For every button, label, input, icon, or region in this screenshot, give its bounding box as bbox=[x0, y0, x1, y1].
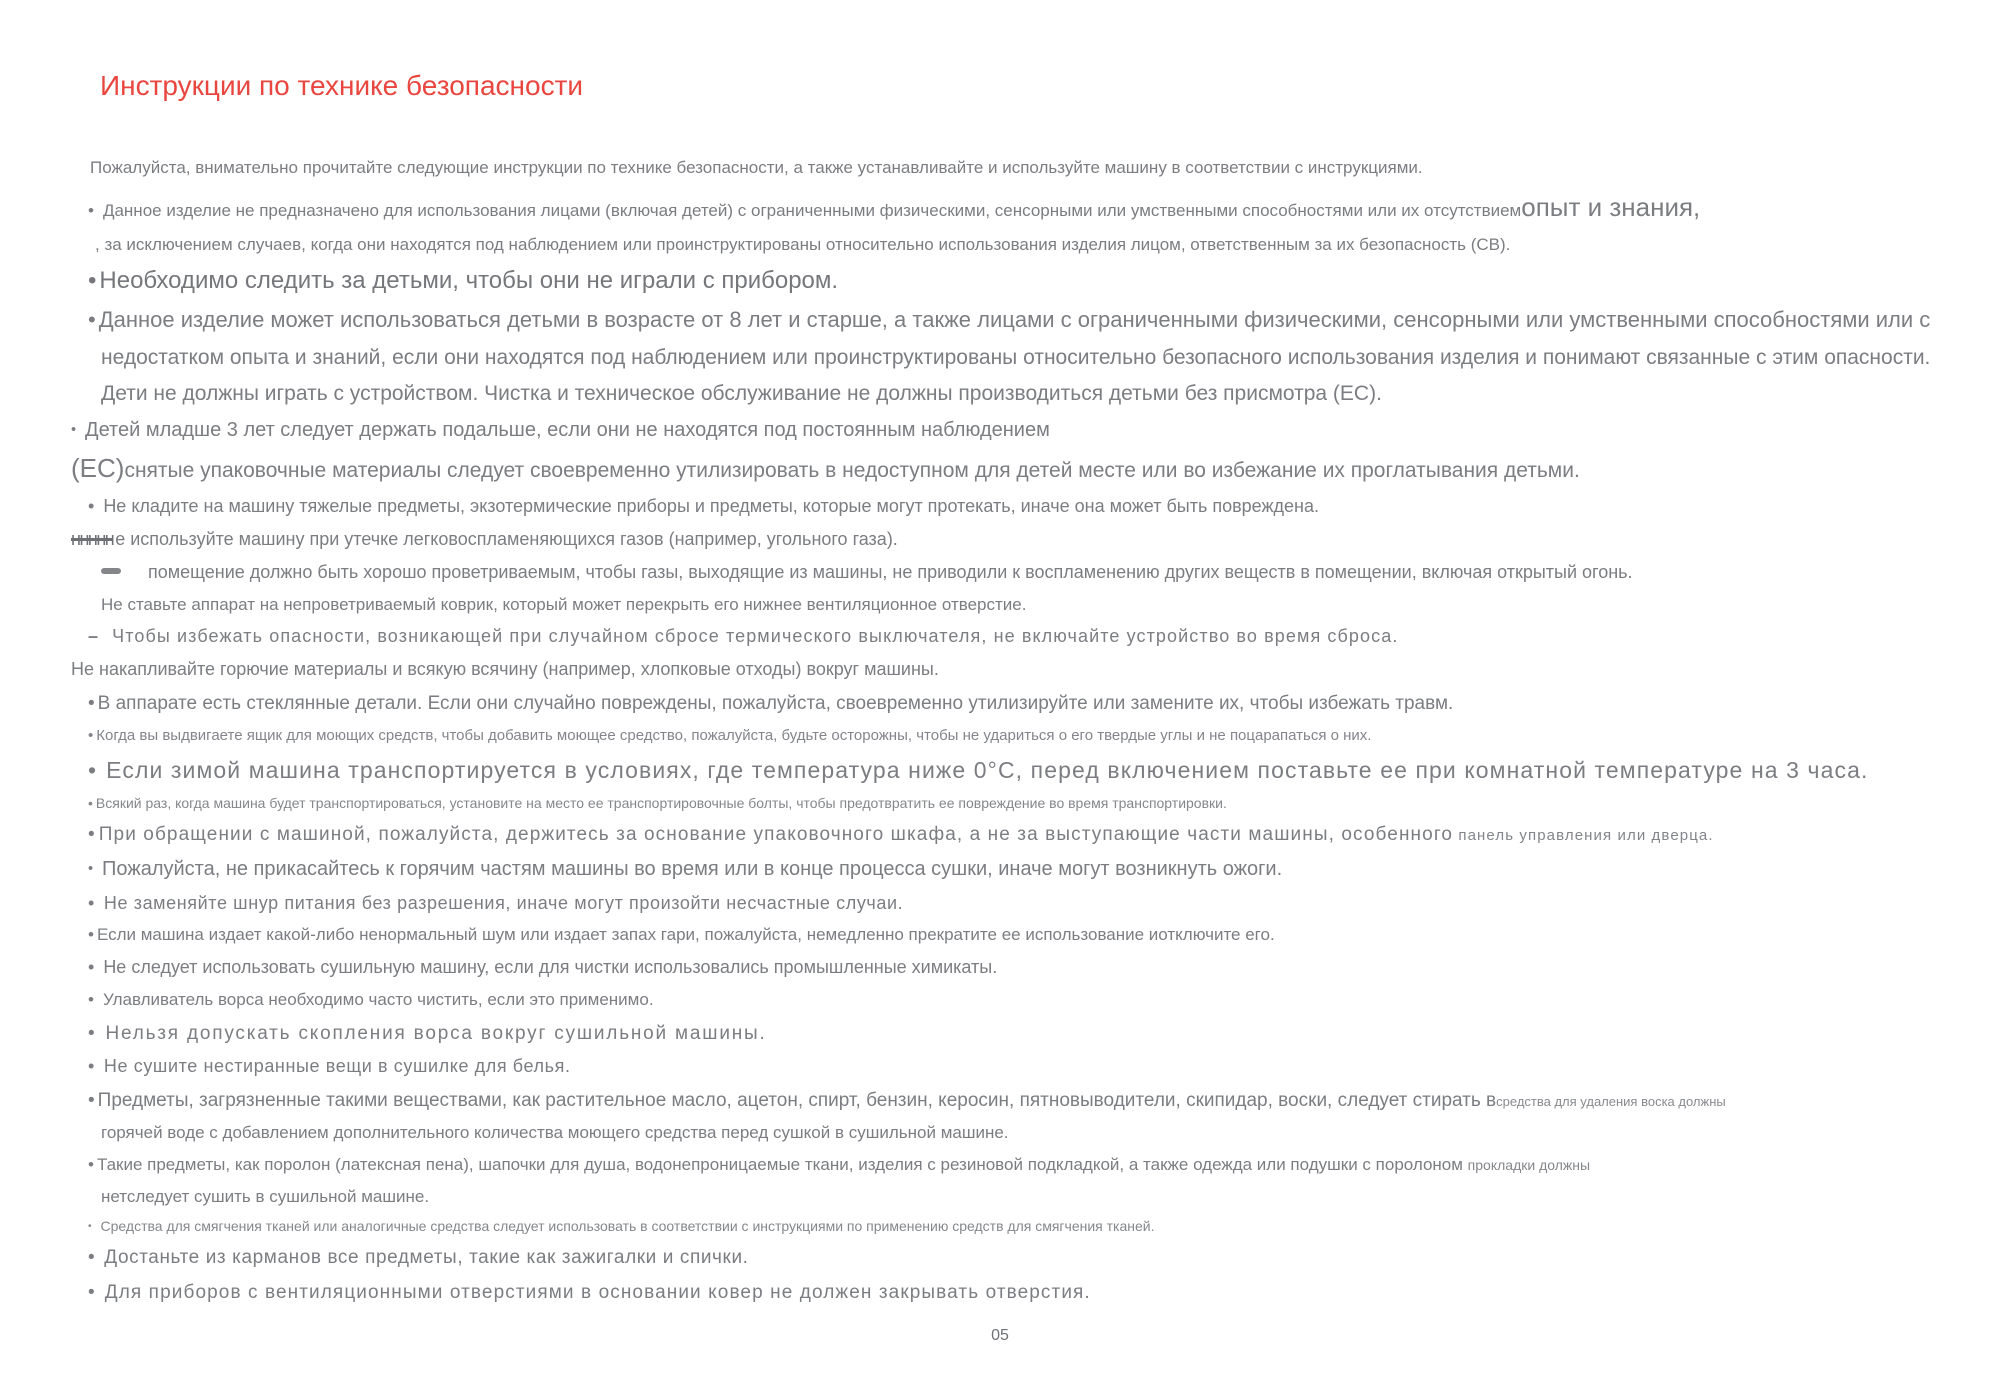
list-item bbox=[88, 823, 1950, 846]
dot-bullet-icon: • bbox=[88, 693, 95, 715]
list-item-text: , за исключением случаев, когда они находятся под наблюдением или проинструктированы относительно использования изделия лицом, ответственным за их безопасность (СВ). bbox=[95, 234, 1511, 254]
list-item bbox=[71, 659, 1950, 681]
list-item-text: Если зимой машина транспортируется в условиях, где температура ниже 0°С, перед включением поставьте ее при комнатной температуре на 3 часа. bbox=[106, 756, 1869, 783]
list-item-text: Необходимо следить за детьми, чтобы они не играли с прибором. bbox=[99, 267, 839, 295]
list-item-text: Детей младше 3 лет следует держать подальше, если они не находятся под постоянным наблюдением bbox=[85, 418, 1050, 441]
dot-bullet-icon: • bbox=[88, 861, 94, 878]
list-item bbox=[71, 418, 1950, 442]
dot-bullet-icon: • bbox=[88, 1247, 96, 1269]
dot-bullet-icon: • bbox=[88, 1154, 94, 1174]
dot-bullet-icon: • bbox=[88, 267, 97, 295]
list-item bbox=[88, 496, 1950, 518]
list-item-text: горячей воде с добавлением дополнительного количества моющего средства перед сушкой в сушильной машине. bbox=[101, 1123, 1009, 1143]
list-item bbox=[88, 1218, 1950, 1235]
list-item bbox=[88, 727, 1950, 745]
list-item bbox=[101, 1123, 1950, 1144]
list-item bbox=[88, 756, 1950, 784]
list-item bbox=[88, 692, 1950, 715]
list-item-text: Нельзя допускать скопления ворса вокруг сушильной машины. bbox=[105, 1022, 767, 1044]
dash-bullet-icon bbox=[101, 568, 121, 574]
dot-bullet-icon: • bbox=[88, 925, 94, 945]
list-item bbox=[101, 345, 1950, 371]
list-item bbox=[88, 1089, 1950, 1112]
list-item bbox=[71, 529, 1950, 551]
list-item-text: е используйте машину при утечке легковоспламеняющихся газов (например, угольного газа). bbox=[115, 528, 898, 549]
list-item bbox=[88, 857, 1950, 881]
dot-bullet-icon: • bbox=[88, 726, 94, 744]
list-item bbox=[88, 795, 1950, 812]
page-title: Инструкции по технике безопасности bbox=[100, 70, 584, 101]
list-item bbox=[101, 381, 1950, 407]
list-item-text: Дети не должны играть с устройством. Чистка и техническое обслуживание не должны производиться детьми без присмотра (ЕС). bbox=[101, 382, 1382, 406]
list-item bbox=[101, 562, 1950, 584]
list-item-text: Всякий раз, когда машина будет транспортироваться, установите на место ее транспортировочные болты, чтобы предотвратить ее повреждение во время транспортировки. bbox=[95, 794, 1227, 811]
dot-bullet-icon: • bbox=[88, 306, 96, 332]
list-item bbox=[88, 1056, 1950, 1078]
dot-bullet-icon: • bbox=[71, 421, 77, 438]
list-item-text: При обращении с машиной, пожалуйста, держитесь за основание упаковочного шкафа, а не за выступающие части машины, особенного bbox=[98, 823, 1454, 845]
list-item bbox=[71, 453, 1950, 485]
list-item-text: снятые упаковочные материалы следует своевременно утилизировать в недоступном для детей месте или во избежание их проглатывания детьми. bbox=[124, 459, 1580, 483]
list-item-text: Если машина издает какой-либо ненормальный шум или издает запах гари, пожалуйста, немедленно прекратите ее использование иотключите его. bbox=[96, 925, 1275, 945]
dot-bullet-icon: • bbox=[88, 794, 93, 811]
list-item-text: Средства для смягчения тканей или аналогичные средства следует использовать в соответствии с инструкциями по применению средств для смягчения тканей. bbox=[100, 1218, 1155, 1235]
dot-bullet-icon: • bbox=[88, 892, 95, 913]
list-item-text: Предметы, загрязненные такими веществами, как растительное масло, ацетон, спирт, бензин, керосин, пятновыводители, скипидар, воски, следует стирать в bbox=[97, 1090, 1497, 1112]
list-item-text: Не заменяйте шнур питания без разрешения, иначе могут произойти несчастные случаи. bbox=[103, 892, 904, 913]
list-item-text: помещение должно быть хорошо проветриваемым, чтобы газы, выходящие из машины, не приводили к воспламенению других веществ в помещении, включая открытый огонь. bbox=[148, 561, 1633, 582]
list-item bbox=[88, 626, 1950, 648]
list-item bbox=[88, 957, 1950, 979]
list-item-text: Не ставьте аппарат на непроветриваемый коврик, который может перекрыть его нижнее вентиляционное отверстие. bbox=[101, 594, 1027, 614]
list-item-text: панель управления или дверца. bbox=[1453, 826, 1714, 844]
list-item-text: средства для удаления воска должны bbox=[1496, 1094, 1726, 1110]
list-item-text: нетследует сушить в сушильной машине. bbox=[101, 1186, 430, 1206]
list-item-text: Пожалуйста, не прикасайтесь к горячим частям машины во время или в конце процесса сушки, иначе могут возникнуть ожоги. bbox=[102, 858, 1283, 881]
list-item bbox=[88, 1281, 1950, 1304]
list-item-text: Улавливатель ворса необходимо часто чистить, если это применимо. bbox=[102, 990, 654, 1010]
list-item-text: Когда вы выдвигаете ящик для моющих средств, чтобы добавить моющее средство, пожалуйста, будьте осторожны, чтобы не удариться о его твердые углы и не поцарапаться о них. bbox=[96, 726, 1372, 744]
list-item bbox=[88, 192, 1950, 224]
list-item bbox=[88, 266, 1950, 295]
dash-bullet-icon: – bbox=[88, 626, 100, 647]
list-item-text: Не сушите нестиранные вещи в сушилке для белья. bbox=[103, 1056, 571, 1077]
list-item-text: Чтобы избежать опасности, возникающей при случайном сбросе термического выключателя, не включайте устройство во время сброса. bbox=[112, 626, 1399, 647]
dot-bullet-icon: • bbox=[88, 201, 94, 220]
dot-bullet-icon: • bbox=[88, 756, 98, 783]
page-number: 05 bbox=[991, 1327, 1009, 1344]
list-item-text: недостатком опыта и знаний, если они находятся под наблюдением или проинструктированы относительно безопасного использования изделия и понимают связанные с этим опасности. bbox=[101, 345, 1931, 369]
dot-bullet-icon: • bbox=[88, 1090, 95, 1112]
list-item bbox=[95, 235, 1950, 256]
list-item-text: прокладки должны bbox=[1467, 1156, 1591, 1173]
dot-bullet-icon: • bbox=[88, 957, 95, 978]
list-item bbox=[88, 1022, 1950, 1045]
dot-bullet-icon: • bbox=[88, 1056, 95, 1077]
list-item-text: Данное изделие может использоваться детьми в возрасте от 8 лет и старше, а также лицами с ограниченными физическими, сенсорными или умственными способностями или с bbox=[98, 306, 1931, 332]
list-item bbox=[88, 1155, 1950, 1176]
list-item bbox=[101, 1187, 1950, 1208]
list-item-text: Не следует использовать сушильную машину, если для чистки использовались промышленные химикаты. bbox=[103, 957, 998, 978]
dot-bullet-icon: • bbox=[88, 1022, 97, 1044]
dot-bullet-icon: • bbox=[88, 1221, 92, 1233]
list-item-text: Не кладите на машину тяжелые предметы, экзотермические приборы и предметы, которые могут протекать, иначе она может быть повреждена. bbox=[103, 495, 1319, 516]
list-item-text: В аппарате есть стеклянные детали. Если они случайно повреждены, пожалуйста, своевременно утилизируйте или замените их, чтобы избежать травм. bbox=[97, 693, 1454, 715]
list-item bbox=[88, 990, 1950, 1011]
list-item bbox=[88, 1246, 1950, 1269]
dot-bullet-icon: • bbox=[88, 990, 94, 1010]
dot-bullet-icon: • bbox=[88, 1281, 96, 1303]
struck-text: ннннн bbox=[71, 528, 114, 549]
list-item-text: Не накапливайте горючие материалы и всякую всячину (например, хлопковые отходы) вокруг машины. bbox=[71, 659, 939, 680]
list-item bbox=[88, 307, 1950, 334]
list-item bbox=[88, 893, 1950, 915]
list-item-text: Достаньте из карманов все предметы, такие как зажигалки и спички. bbox=[104, 1247, 749, 1269]
list-item-text: (ЕС) bbox=[71, 453, 125, 484]
list-item-text: Данное изделие не предназначено для использования лицами (включая детей) с ограниченными физическими, сенсорными или умственными способностями или их отсутствием bbox=[102, 201, 1522, 220]
list-item-text: Для приборов с вентиляционными отверстиями в основании ковер не должен закрывать отверстия. bbox=[104, 1281, 1091, 1303]
list-item-text: опыт и знания, bbox=[1521, 192, 1701, 222]
safety-list bbox=[71, 192, 1950, 1304]
list-item-text: Такие предметы, как поролон (латексная пена), шапочки для душа, водонепроницаемые ткани, изделия с резиновой подкладкой, а также одежда или подушки с поролоном bbox=[96, 1154, 1468, 1174]
list-item bbox=[88, 925, 1950, 946]
intro-text: Пожалуйста, внимательно прочитайте следующие инструкции по технике безопасности, а также устанавливайте и используйте машину в соответствии с инструкциями. bbox=[90, 158, 1423, 177]
dot-bullet-icon: • bbox=[88, 495, 95, 516]
list-item bbox=[101, 595, 1950, 616]
dot-bullet-icon: • bbox=[88, 823, 96, 845]
